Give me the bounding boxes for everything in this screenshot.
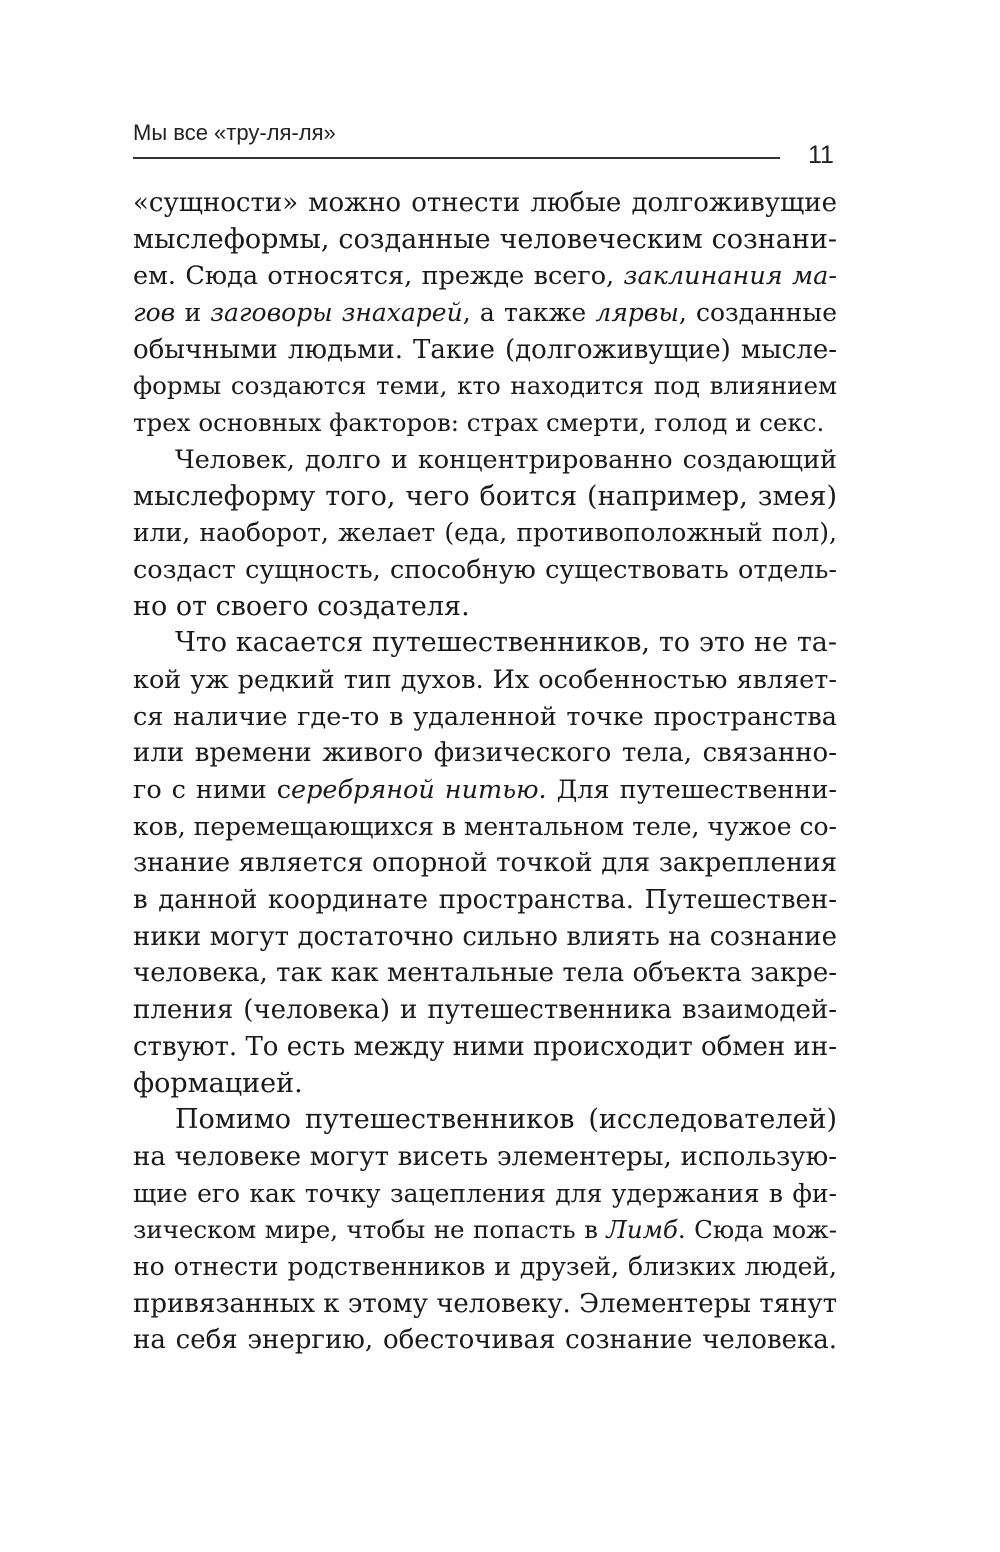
text-run: но отнести родственников и друзей, близких людей, xyxy=(133,1251,837,1281)
text-run: или времени живого физического тела, связанно- xyxy=(133,738,837,769)
text-run: ся наличие где-то в удаленной точке пространства xyxy=(133,701,837,732)
text-line xyxy=(133,185,837,222)
text-line xyxy=(133,882,837,919)
text-line xyxy=(133,1029,837,1066)
italic-term: еребряной нитью. xyxy=(290,775,547,805)
header-rule xyxy=(133,157,780,159)
text-run: на себя энергию, обесточивая сознание человека. xyxy=(133,1325,837,1356)
text-run: создаст сущность, способную существовать отдель- xyxy=(133,554,837,585)
text-run: Для путешественни- xyxy=(546,775,838,805)
text-run: обычными людьми. Такие (долгоживущие) мысле- xyxy=(133,334,837,365)
italic-term: Лимб xyxy=(606,1215,678,1245)
text-line xyxy=(133,1139,837,1176)
text-line xyxy=(133,992,837,1029)
text-line xyxy=(133,442,837,479)
text-run: Человек, долго и концентрированно создающий xyxy=(175,444,837,475)
running-head: Мы все «тру-ля-ля» xyxy=(133,120,336,145)
text-line xyxy=(133,662,837,699)
italic-term: заговоры знахарей xyxy=(210,298,463,328)
text-line xyxy=(133,1176,837,1213)
text-run: , а также xyxy=(462,298,596,328)
text-line xyxy=(133,515,837,552)
text-run: формы создаются теми, кто находится под влиянием xyxy=(133,371,837,401)
text-run: мыслеформу того, чего боится (например, змея) xyxy=(133,480,837,512)
text-line xyxy=(133,735,837,772)
text-run: «сущности» можно отнести любые долгоживущие xyxy=(133,188,837,218)
text-run: ники могут достаточно сильно влиять на сознание xyxy=(133,921,837,952)
page-number: 11 xyxy=(808,141,834,169)
text-run: но от своего создателя. xyxy=(133,590,470,622)
text-line xyxy=(133,955,837,992)
text-line xyxy=(133,919,837,956)
text-line xyxy=(133,1249,837,1286)
body-text xyxy=(133,185,837,1359)
text-run: формацией. xyxy=(133,1067,303,1099)
text-line xyxy=(133,625,837,662)
italic-term: заклинания ма- xyxy=(623,261,837,292)
text-line xyxy=(133,1102,837,1139)
text-run: в данной координате пространства. Путешествен- xyxy=(133,885,837,916)
text-run: человека, так как ментальные тела объекта закре- xyxy=(133,958,837,989)
italic-term: гов xyxy=(133,298,176,328)
text-run: . Сюда мож- xyxy=(677,1215,837,1245)
text-line xyxy=(133,1212,837,1249)
text-run: Помимо путешественников (исследователей) xyxy=(175,1104,837,1136)
text-run: го с ними с xyxy=(133,775,291,805)
text-run: на человеке могут висеть элементеры, использую- xyxy=(133,1141,837,1172)
text-line xyxy=(133,222,837,259)
text-run: , созданные xyxy=(678,298,837,328)
text-run: трех основных факторов: страх смерти, голод и секс. xyxy=(133,408,825,438)
text-line xyxy=(133,699,837,736)
text-line xyxy=(133,772,837,809)
text-line xyxy=(133,589,837,626)
text-line xyxy=(133,332,837,369)
text-line xyxy=(133,405,837,442)
text-run: ем. Сюда относятся, прежде всего, xyxy=(133,261,624,292)
text-run: зическом мире, чтобы не попасть в xyxy=(133,1215,607,1245)
text-line xyxy=(133,258,837,295)
text-line xyxy=(133,1066,837,1103)
text-run: привязанных к этому человеку. Элементеры тянут xyxy=(133,1288,837,1319)
text-line xyxy=(133,1322,837,1359)
text-run: ков, перемещающихся в ментальном теле, чужое со- xyxy=(133,811,837,841)
text-run: и xyxy=(175,298,211,328)
text-run: знание является опорной точкой для закрепления xyxy=(133,848,837,879)
text-line xyxy=(133,809,837,846)
text-line xyxy=(133,368,837,405)
text-line xyxy=(133,845,837,882)
text-line xyxy=(133,295,837,332)
italic-term: лярвы xyxy=(595,298,679,328)
text-run: мыслеформы, созданные человеческим сознани- xyxy=(133,223,837,255)
text-run: или, наоборот, желает (еда, противоположный пол), xyxy=(133,518,837,548)
text-line xyxy=(133,1286,837,1323)
text-run: Что касается путешественников, то это не та- xyxy=(175,627,837,659)
text-run: пления (человека) и путешественника взаимодей- xyxy=(133,995,837,1026)
text-line xyxy=(133,552,837,589)
text-run: щие его как точку зацепления для удержания в фи- xyxy=(133,1178,837,1208)
text-line xyxy=(133,479,837,516)
text-run: кой уж редкий тип духов. Их особенностью являет- xyxy=(133,664,837,695)
text-run: ствуют. То есть между ними происходит обмен ин- xyxy=(133,1031,837,1062)
